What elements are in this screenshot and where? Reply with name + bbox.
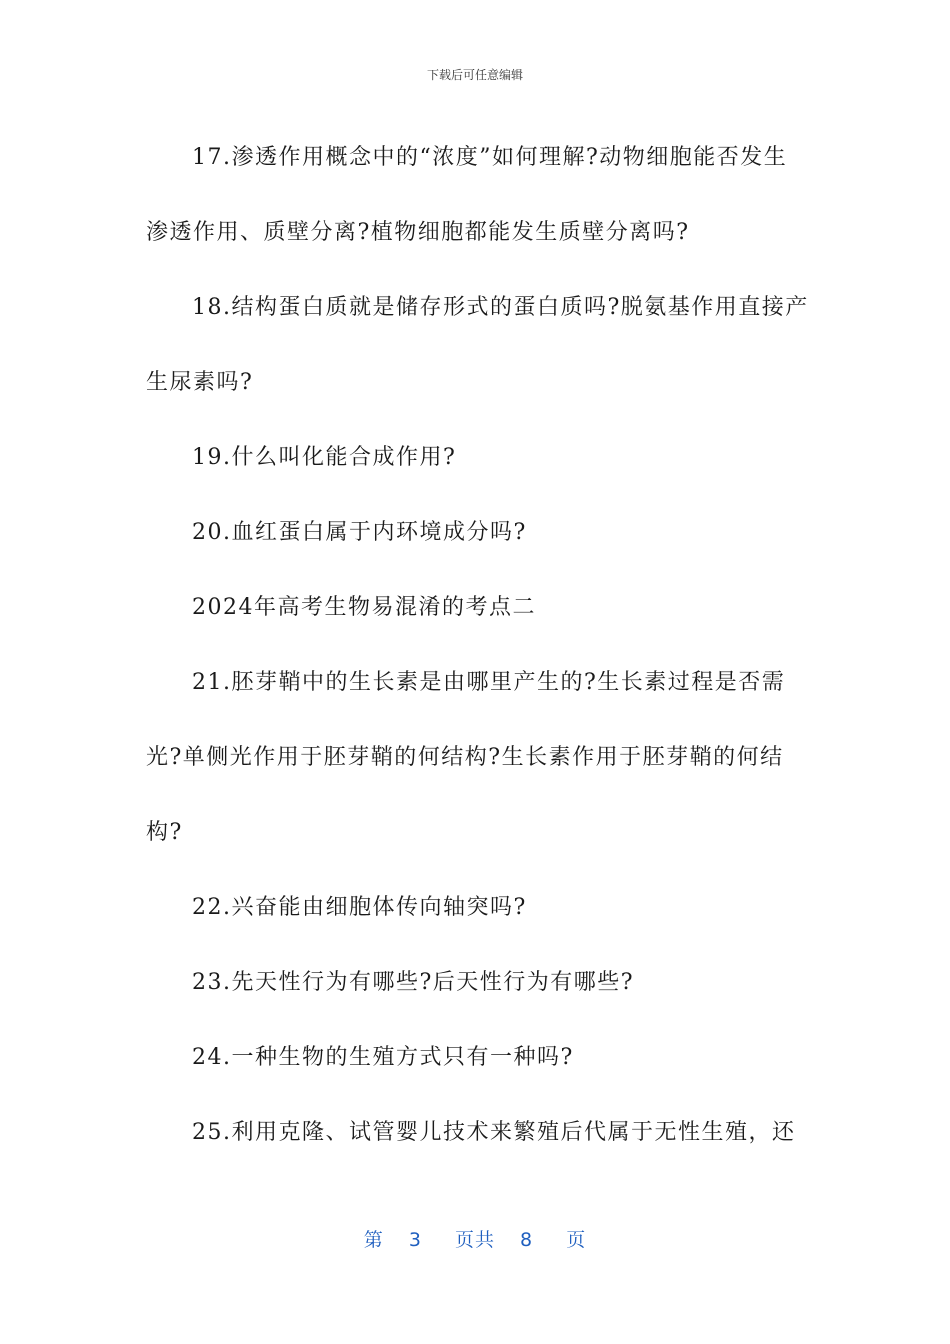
paragraph-23: 23.先天性行为有哪些?后天性行为有哪些?	[192, 970, 635, 995]
footer-suffix: 页	[566, 1229, 587, 1251]
total-pages-number: 8	[520, 1229, 534, 1251]
paragraph-24: 24.一种生物的生殖方式只有一种吗?	[192, 1045, 574, 1070]
paragraph-25: 25.利用克隆、试管婴儿技术来繁殖后代属于无性生殖，还	[192, 1120, 796, 1145]
document-body	[146, 120, 810, 1170]
paragraph-20: 20.血红蛋白属于内环境成分吗?	[192, 520, 527, 545]
paragraph-21: 21.胚芽鞘中的生长素是由哪里产生的?生长素过程是否需光?单侧光作用于胚芽鞘的何结构?生长素作用于胚芽鞘的何结构?	[146, 670, 786, 845]
footer-prefix: 第	[363, 1229, 384, 1251]
page-footer	[0, 1225, 950, 1252]
paragraph-17: 17.渗透作用概念中的“浓度”如何理解?动物细胞能否发生渗透作用、质壁分离?植物细胞都能发生质壁分离吗?	[146, 145, 788, 245]
section-heading: 2024年高考生物易混淆的考点二	[192, 595, 536, 620]
paragraph-18: 18.结构蛋白质就是储存形式的蛋白质吗?脱氨基作用直接产生尿素吗?	[146, 295, 809, 395]
current-page-number: 3	[408, 1229, 422, 1251]
paragraph-22: 22.兴奋能由细胞体传向轴突吗?	[192, 895, 527, 920]
paragraph-19: 19.什么叫化能合成作用?	[192, 445, 457, 470]
header-note: 下载后可任意编辑	[426, 68, 523, 82]
footer-middle: 页共	[454, 1229, 495, 1251]
